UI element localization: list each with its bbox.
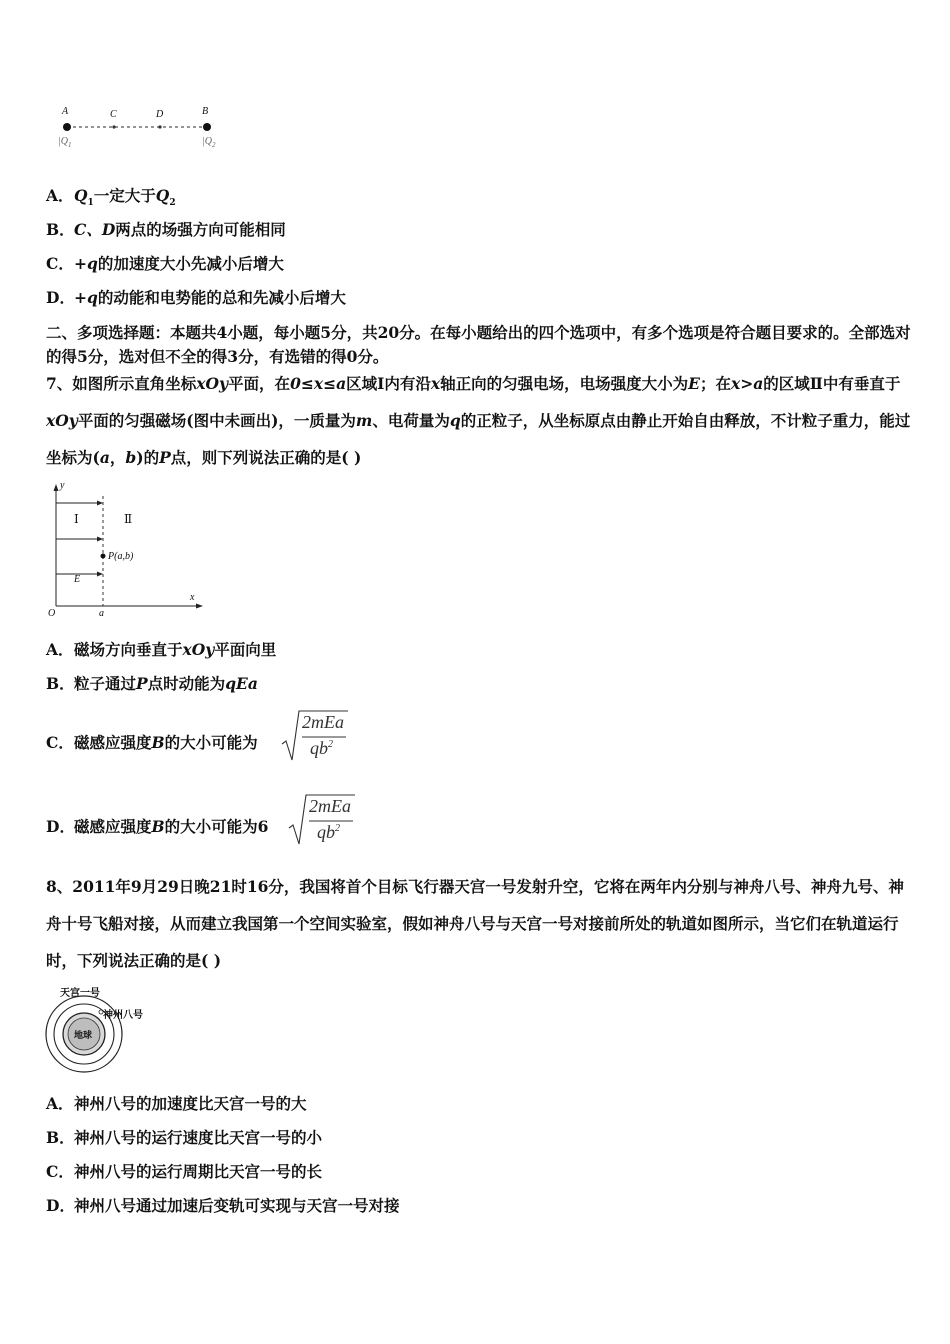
q6-option-a[interactable]: A．$Q_1$一定大于$Q_2$ (46, 186, 176, 209)
a-label: a (99, 608, 104, 619)
section-2-heading: 二、多项选择题：本题共4小题，每小题5分，共20分。在每小题给出的四个选项中，有多个选项是符合题目要求的。全部选对的得5分，选对但不全的得3分，有选错的得0分。 (46, 323, 911, 366)
q6-option-c[interactable]: C．+q的加速度大小先减小后增大 (46, 254, 284, 273)
label-d: D (156, 109, 164, 120)
charge-q1-dot (63, 123, 71, 131)
q7-option-d-formula: 2mEa $qb^2$ (287, 792, 357, 848)
q7-option-b[interactable]: B．粒子通过P点时动能为qEa (46, 674, 258, 693)
region-2-label: Ⅱ (124, 512, 133, 526)
q8-option-d[interactable]: D．神州八号通过加速后变轨可实现与天宫一号对接 (46, 1196, 400, 1215)
charge-q2-dot (203, 123, 211, 131)
axis-x-label: x (190, 592, 195, 603)
question-8: 8、2011年9月29日晚21时16分，我国将首个目标飞行器天宫一号发射升空，它将在两年内分别与神舟八号、神舟九号、神舟十号飞船对接，从而建立我国第一个空间实验室，假如神舟八号与天宫一号对接前所处的轨道如图所示，当它们在轨道运行时，下列说法正确的是( ) (46, 877, 904, 970)
label-c: C (110, 109, 117, 120)
p-coord-label: P(a,b) (108, 551, 134, 562)
q7-option-d[interactable]: D．磁感应强度B的大小可能为6 (46, 817, 269, 836)
q7-option-a[interactable]: A．磁场方向垂直于xOy平面向里 (46, 640, 277, 659)
tiangong-label: 天宫一号 (60, 988, 100, 999)
label-a: A (62, 106, 69, 117)
shenzhou-label: 神州八号 (103, 1010, 143, 1021)
question-7: 7、如图所示直角坐标xOy平面，在0≤x≤a区域Ⅰ内有沿x轴正向的匀强电场，电场强度大小为E；在x>a的区域Ⅱ中有垂直于xOy平面的匀强磁场(图中未画出)，一质量为m、电荷量为q的正粒子，从坐标原点由静止开始自由释放，不计粒子重力，能过坐标为(a，b)的P点，则下列说法正确的是( ) (46, 374, 911, 467)
point-p (101, 554, 106, 559)
origin-label: O (48, 608, 56, 619)
q6-option-d[interactable]: D．+q的动能和电势能的总和先减小后增大 (46, 288, 346, 307)
q6-option-b[interactable]: B．C、D两点的场强方向可能相同 (46, 220, 286, 239)
figure-q7 (44, 478, 214, 623)
figure-q6 (52, 104, 232, 154)
label-q1: $|Q_1$ (58, 136, 72, 149)
e-label: E (74, 574, 81, 585)
label-q2: $|Q_2$ (202, 136, 216, 149)
q7-option-c[interactable]: C．磁感应强度B的大小可能为 (46, 733, 258, 752)
earth-label: 地球 (74, 1031, 93, 1041)
axis-y-label: y (60, 480, 65, 491)
q8-option-a[interactable]: A．神州八号的加速度比天宫一号的大 (46, 1094, 307, 1113)
figure-q8 (42, 982, 162, 1077)
label-b: B (202, 106, 209, 117)
region-1-label: Ⅰ (74, 512, 79, 526)
q8-option-c[interactable]: C．神州八号的运行周期比天宫一号的长 (46, 1162, 323, 1181)
q7-option-c-formula: 2mEa $qb^2$ (280, 708, 350, 764)
q8-option-b[interactable]: B．神州八号的运行速度比天宫一号的小 (46, 1128, 323, 1147)
